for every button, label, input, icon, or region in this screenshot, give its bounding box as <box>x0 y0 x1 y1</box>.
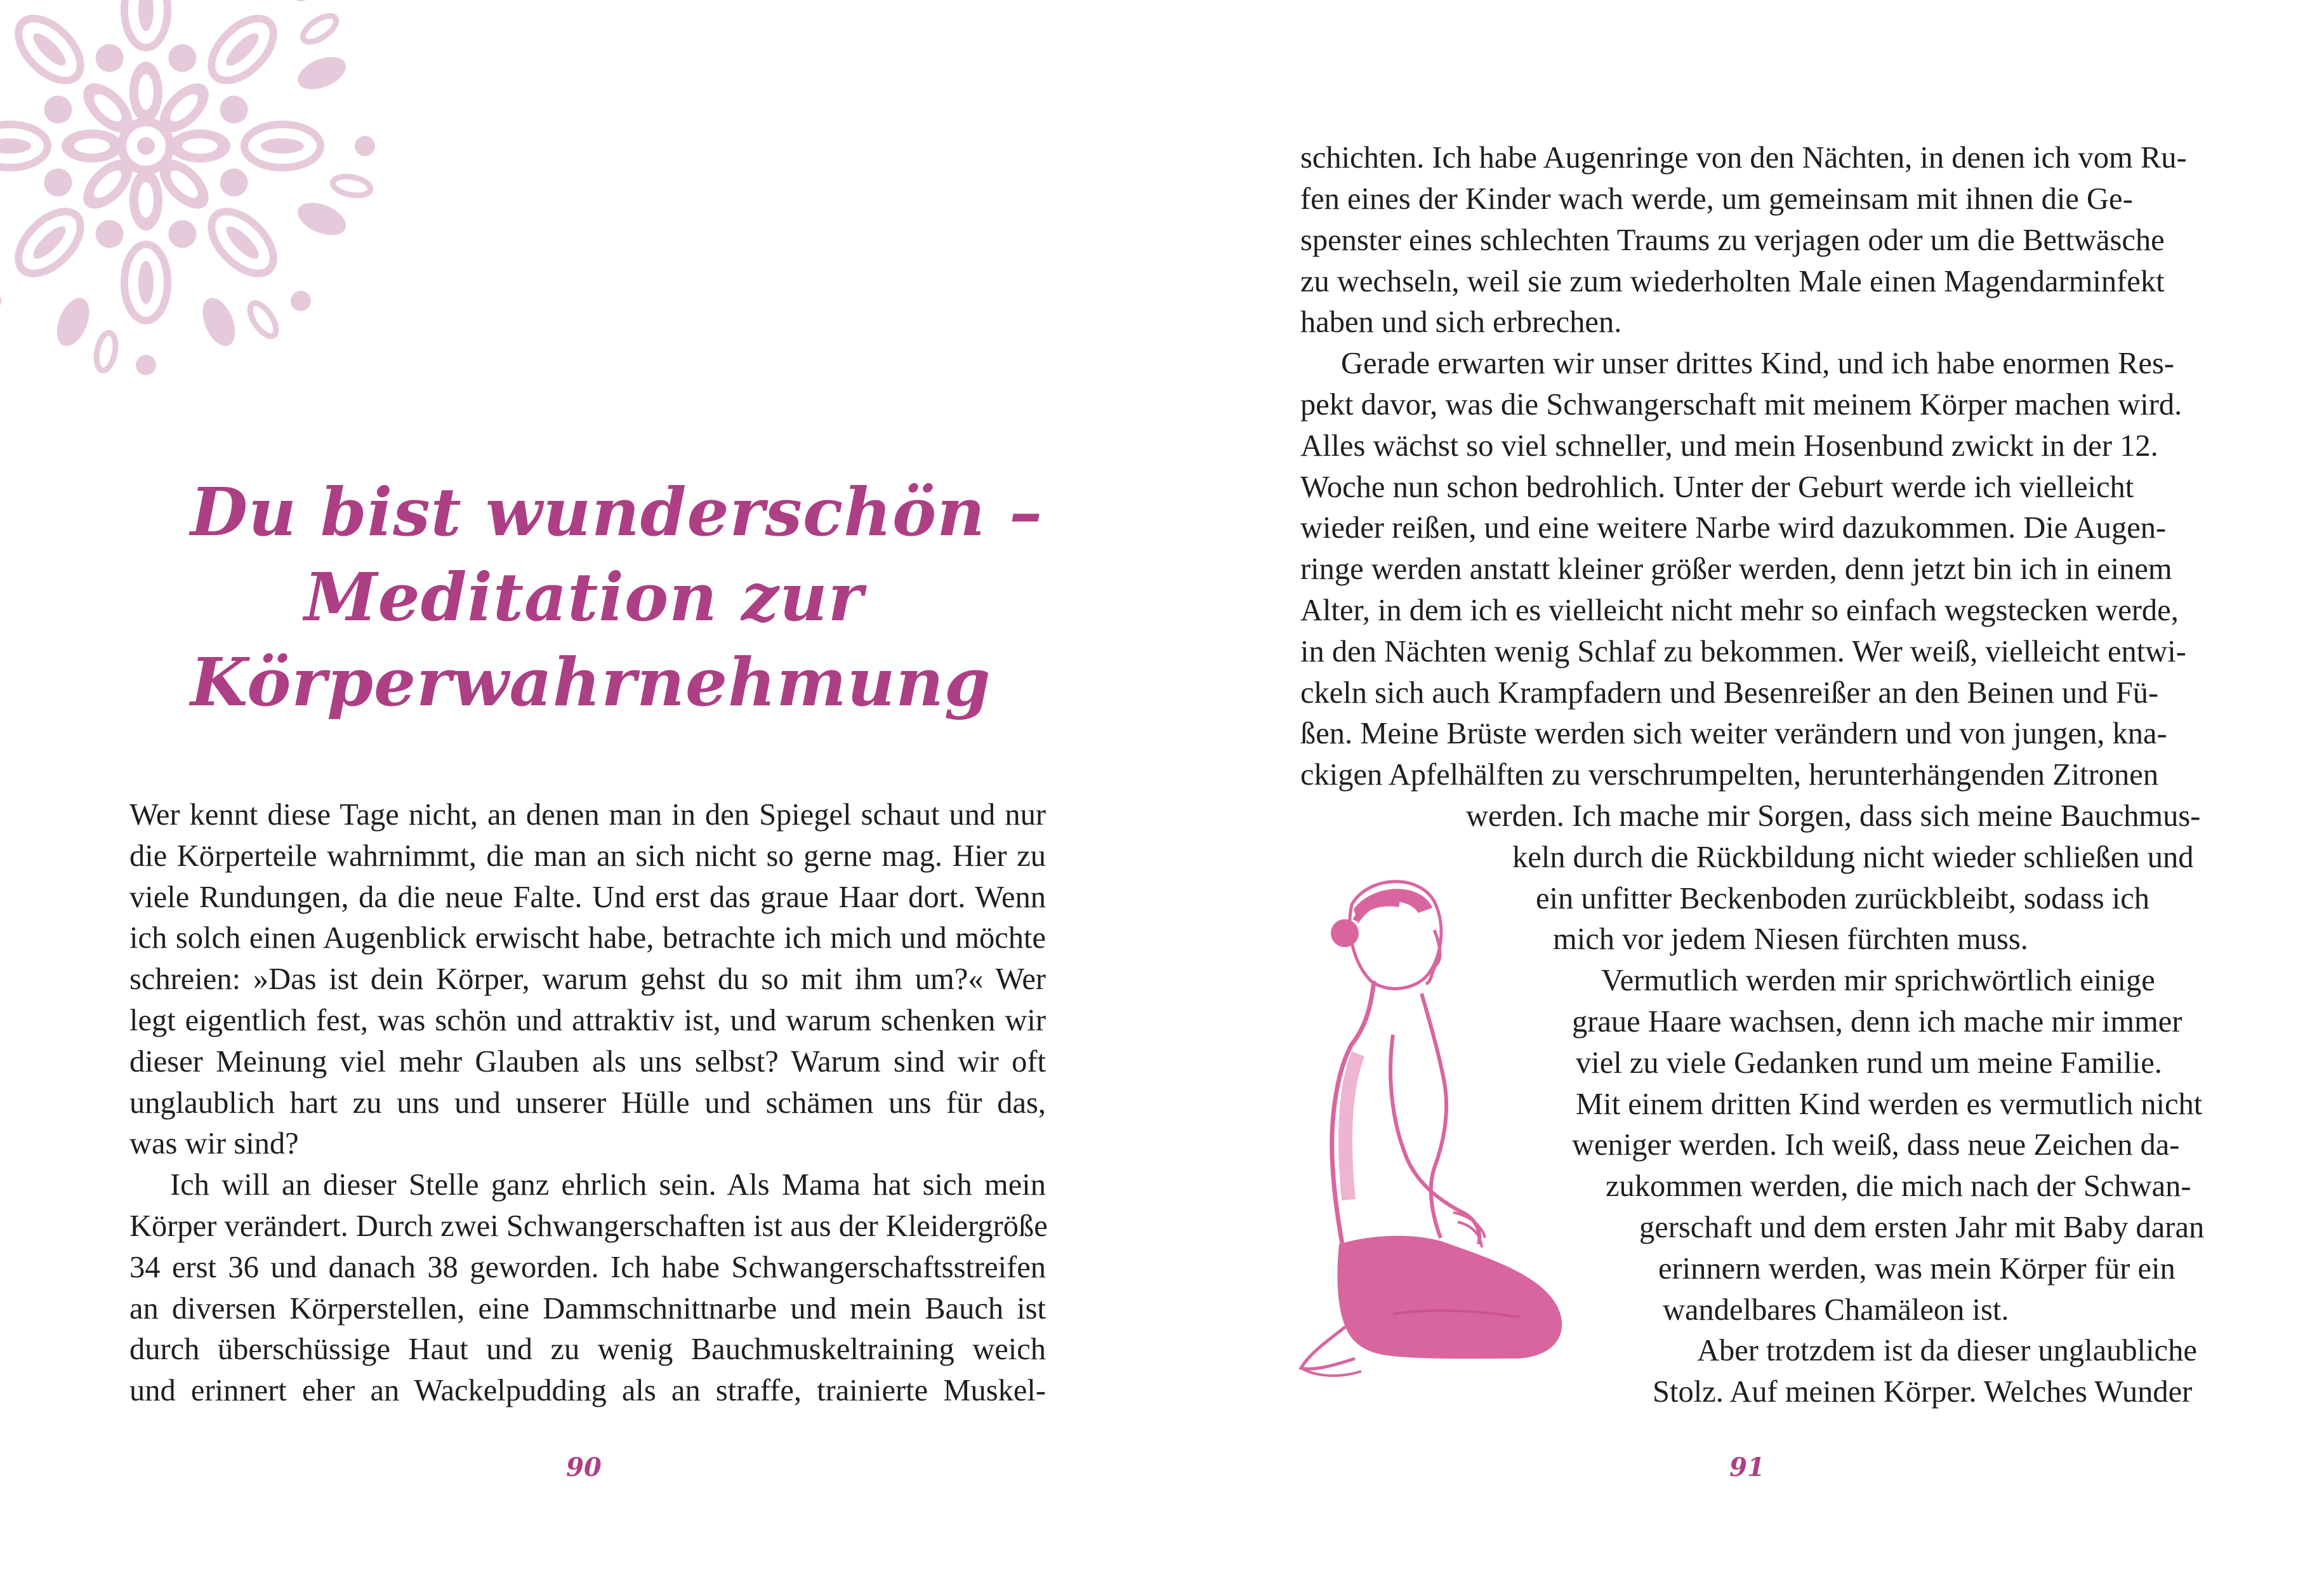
text-line: Alter, in dem ich es vielleicht nicht mehr so einfach wegstecken werde, <box>1300 594 2179 627</box>
text-line: gerschaft und dem ersten Jahr mit Baby daran <box>1639 1211 2205 1244</box>
text-line: Vermutlich werden mir sprichwörtlich einige <box>1601 964 2155 997</box>
text-line: ein unfitter Beckenboden zurückbleibt, sodass ich <box>1536 882 2150 915</box>
text-line: Wer kennt diese Tage nicht, an denen man in den Spiegel schaut und nur <box>129 798 1046 832</box>
mandala-petal <box>94 331 119 372</box>
text-line: dieser Meinung viel mehr Glauben als uns selbst? Warum sind wir oft <box>129 1044 1046 1079</box>
text-line: keln durch die Rückbildung nicht wieder schließen und <box>1512 841 2194 874</box>
mandala-petal <box>216 91 252 128</box>
mandala-petal <box>137 137 155 155</box>
text-line: ckeln sich auch Krampfadern und Besenreißer an den Beinen und Fü- <box>1300 676 2159 710</box>
text-line: Woche nun schon bedrohlich. Unter der Geburt werde ich vielleicht <box>1300 470 2134 504</box>
mandala-petal <box>196 293 241 351</box>
mandala-petal <box>0 0 6 6</box>
mandala-petal <box>91 40 128 76</box>
text-line: schreien: »Das ist dein Körper, warum gehst du so mit ihm um?« Wer <box>129 962 1046 997</box>
text-line: erinnern werden, was mein Körper für ein <box>1658 1252 2175 1286</box>
text-line: Ich will an dieser Stelle ganz ehrlich sein. Als Mama hat sich mein <box>170 1168 1046 1202</box>
mandala-petal <box>293 51 351 96</box>
text-line: Mit einem dritten Kind werden es vermutlich nicht <box>1576 1087 2203 1121</box>
mandala-petal <box>355 136 375 156</box>
text-line: mich vor jedem Niesen fürchten muss. <box>1553 922 2028 956</box>
text-line: zukommen werden, die mich nach der Schwan- <box>1606 1169 2191 1203</box>
mandala-petal <box>164 40 201 76</box>
mandala-petal <box>0 138 31 154</box>
text-line: fen eines der Kinder wach werde, um gemeinsam mit ihnen die Ge- <box>1300 182 2133 216</box>
text-line: viel zu viele Gedanken rund um meine Familie. <box>1576 1046 2162 1080</box>
mandala-petal <box>261 138 304 154</box>
text-line: werden. Ich mache mir Sorgen, dass sich meine Bauchmus- <box>1466 799 2201 833</box>
text-line: Körper verändert. Durch zwei Schwangerschaften ist aus der Kleidergröße <box>129 1209 1048 1243</box>
text-line: durch überschüssige Haut und zu wenig Bauchmuskeltraining weich <box>129 1332 1046 1367</box>
title-line: Körperwahrnehmung <box>190 643 991 721</box>
page-number: 91 <box>1729 1452 1765 1482</box>
text-line: wandelbares Chamäleon ist. <box>1663 1293 2009 1327</box>
mandala-petal <box>51 293 96 351</box>
text-line: 34 erst 36 und danach 38 geworden. Ich habe Schwangerschaftsstreifen <box>129 1250 1046 1284</box>
mandala-petal <box>286 286 315 315</box>
text-line: ich solch einen Augenblick erwischt habe, betrachte ich mich und möchte <box>129 921 1046 955</box>
page-number: 90 <box>566 1452 602 1482</box>
mandala-petal <box>74 138 110 154</box>
mandala-petal <box>293 196 351 241</box>
text-line: legt eigentlich fest, was schön und attraktiv ist, und warum schenken wir <box>129 1003 1046 1037</box>
mandala-petal <box>182 138 218 154</box>
text-line: ßen. Meine Brüste werden sich weiter verändern und von jungen, kna- <box>1300 717 2167 750</box>
mandala-petal <box>91 216 128 252</box>
text-line: zu wechseln, weil sie zum wiederholten Male einen Magendarminfekt <box>1300 265 2165 298</box>
text-line: schichten. Ich habe Augenringe von den Nächten, in denen ich vom Ru- <box>1300 141 2187 175</box>
text-line: graue Haare wachsen, denn ich mache mir immer <box>1572 1005 2182 1039</box>
text-line: weniger werden. Ich weiß, dass neue Zeichen da- <box>1572 1128 2180 1162</box>
title-line: Meditation zur <box>304 558 864 636</box>
text-line: was wir sind? <box>129 1127 299 1161</box>
text-line: an diversen Körperstellen, eine Dammschnittnarbe und mein Bauch ist <box>129 1291 1046 1326</box>
text-line: die Körperteile wahrnimmt, die man an sich nicht so gerne mag. Hier zu <box>129 839 1046 873</box>
text-line: pekt davor, was die Schwangerschaft mit meinem Körper machen wird. <box>1300 388 2182 422</box>
text-line: viele Rundungen, da die neue Falte. Und erst das graue Haar dort. Wenn <box>129 880 1046 914</box>
text-line: wieder reißen, und eine weitere Narbe wird dazukommen. Die Augen- <box>1300 511 2167 545</box>
text-line: und erinnert eher an Wackelpudding als an straffe, trainierte Muskel- <box>129 1374 1046 1408</box>
mandala-petal <box>216 164 252 201</box>
text-line: Stolz. Auf meinen Körper. Welches Wunder <box>1653 1375 2193 1409</box>
text-line: in den Nächten wenig Schlaf zu bekommen. Wer weiß, vielleicht entwi- <box>1300 635 2186 668</box>
chapter-title <box>190 470 1043 725</box>
mandala-petal <box>0 286 6 315</box>
kneeling-woman-illustration-icon <box>1291 870 1602 1403</box>
mandala-ornament-icon <box>0 0 466 467</box>
text-line: unglaublich hart zu uns und unserer Hülle und schämen uns für das, <box>129 1086 1046 1120</box>
title-line: Du bist wunderschön – <box>190 473 1043 551</box>
mandala-petal <box>331 173 372 198</box>
mandala-petal <box>136 355 156 375</box>
text-line: Aber trotzdem ist da dieser unglaubliche <box>1697 1334 2197 1367</box>
mandala-petal <box>138 0 154 31</box>
mandala-petal <box>245 299 281 340</box>
mandala-petal <box>40 91 76 128</box>
text-line: haben und sich erbrechen. <box>1300 305 1622 339</box>
text-line: spenster eines schlechten Traums zu verjagen oder um die Bettwäsche <box>1300 223 2165 257</box>
body-text-left <box>129 795 1046 1412</box>
text-line: Alles wächst so viel schneller, und mein Hosenbund zwickt in der 12. <box>1300 429 2158 463</box>
mandala-petal <box>138 261 154 304</box>
mandala-petal <box>40 164 76 201</box>
text-line: Gerade erwarten wir unser drittes Kind, und ich habe enormen Res- <box>1341 347 2175 380</box>
mandala-petal <box>138 182 154 218</box>
mandala-petal <box>138 74 154 110</box>
mandala-petal <box>164 216 201 252</box>
text-line: ringe werden anstatt kleiner größer werden, denn jetzt bin ich in einem <box>1300 552 2172 586</box>
mandala-petal <box>299 11 340 47</box>
text-line: ckigen Apfelhälften zu verschrumpelten, herunterhängenden Zitronen <box>1300 758 2159 792</box>
mandala-petal <box>286 0 315 6</box>
